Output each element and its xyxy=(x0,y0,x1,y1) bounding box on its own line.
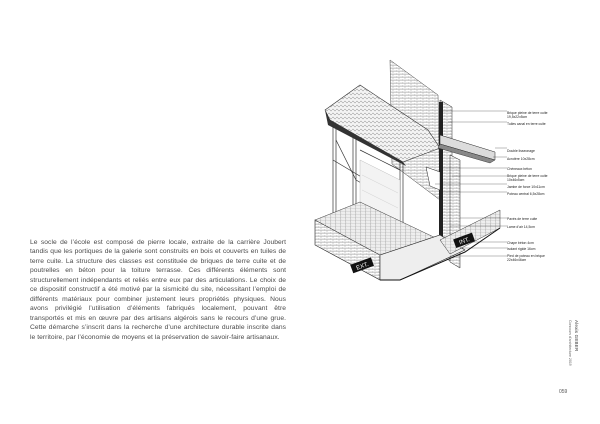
annotation-tuiles: Tuiles canal en terre cuite xyxy=(507,122,546,126)
side-title: Alexis GEBER xyxy=(574,320,579,352)
annotation-jambe-force: Jambe de force 10x11cm xyxy=(507,185,545,189)
side-subtitle: Concours d’architecture 2019 xyxy=(568,320,572,366)
annotation-brique-2: Brique pleine de terre cuite 10x46x5cm xyxy=(507,174,548,182)
label-int: INT. xyxy=(458,237,471,247)
annotation-acrotere: Acrotère 10x28cm xyxy=(507,157,535,161)
annotation-chape: Chape béton 4cm xyxy=(507,241,534,245)
body-paragraph: Le socle de l’école est composé de pierre locale, extraite de la carrière Joubert tandis que les portiques de la galerie sont construits en bois et couverts en tuiles de terre cuite. La structure des classes est constituée de briques de terre cuite et de poutrelles en béton pour la toiture terrasse. Ces différents éléments sont structurellement indépendants et reliés entre eux par des articulations. Le choix de ce dispositif constructif a été motivé par la sismicité du site, nécessitant l’emploi de différents matériaux pour combiner justement leurs propriétés physiques. Nous avons privilégié l’utilisation d’éléments fabriqués localement, pouvant être transportés et mis en œuvre par des artisans algérois sans le recours d’une grue. Cette démarche s’inscrit dans la recherche d’une architecture durable inscrite dans le territoire, par l’économie de moyens et la préservation de savoir-faire artisanaux. xyxy=(30,239,286,341)
annotation-double-lisse: Double lisseonage xyxy=(507,149,535,153)
page-number: 059 xyxy=(559,389,568,395)
annotation-cheneaux: Chéneaux béton xyxy=(507,167,532,171)
side-caption xyxy=(567,320,597,380)
label-ext: EXT. xyxy=(355,261,370,272)
annotation-lame-air: Lame d’air 14,5cm xyxy=(507,225,535,229)
annotation-paves: Pavés de terre cuite xyxy=(507,217,538,221)
annotation-brique-1: Brique pleine de terre cuite 19,5x22x5cm xyxy=(507,111,548,119)
annotation-list xyxy=(507,111,577,281)
annotation-isolant: Isolant rigide 16cm xyxy=(507,247,536,251)
annotation-poteau: Poteau central 6,5x28cm xyxy=(507,192,545,196)
annotation-pied-poteau: Pied de poteau en brique 22x46x46cm xyxy=(507,254,545,262)
